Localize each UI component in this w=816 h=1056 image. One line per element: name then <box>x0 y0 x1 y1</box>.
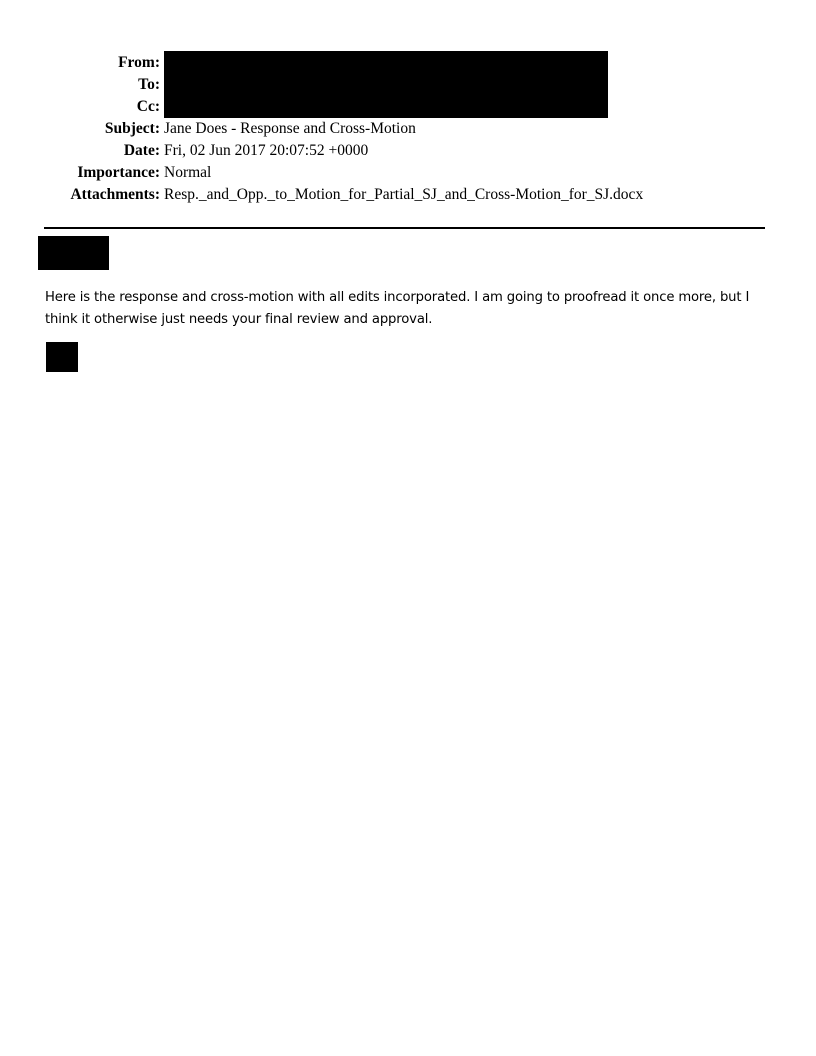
signature-redaction <box>46 342 78 372</box>
subject-value: Jane Does - Response and Cross-Motion <box>164 120 416 137</box>
message-body <box>45 287 775 331</box>
body-line-2: think it otherwise just needs your final review and approval. <box>45 312 433 327</box>
importance-label: Importance: <box>77 164 160 181</box>
body-line-1: Here is the response and cross-motion with all edits incorporated. I am going to proofread it once more, but I <box>45 290 750 305</box>
subject-label: Subject: <box>104 120 160 137</box>
to-label: To: <box>138 76 160 93</box>
salutation-redaction <box>38 236 109 270</box>
attachments-row <box>0 184 816 206</box>
header-divider <box>44 227 765 229</box>
from-label: From: <box>118 54 160 71</box>
date-label: Date: <box>123 142 160 159</box>
attachment-file-link[interactable]: Resp._and_Opp._to_Motion_for_Partial_SJ_and_Cross-Motion_for_SJ.docx <box>164 186 644 203</box>
importance-value: Normal <box>164 164 212 181</box>
recipients-redaction <box>164 51 608 118</box>
date-value: Fri, 02 Jun 2017 20:07:52 +0000 <box>164 142 369 159</box>
subject-row <box>0 118 816 140</box>
cc-label: Cc: <box>136 98 160 115</box>
attachments-label: Attachments: <box>70 186 160 203</box>
date-row <box>0 140 816 162</box>
importance-row <box>0 162 816 184</box>
